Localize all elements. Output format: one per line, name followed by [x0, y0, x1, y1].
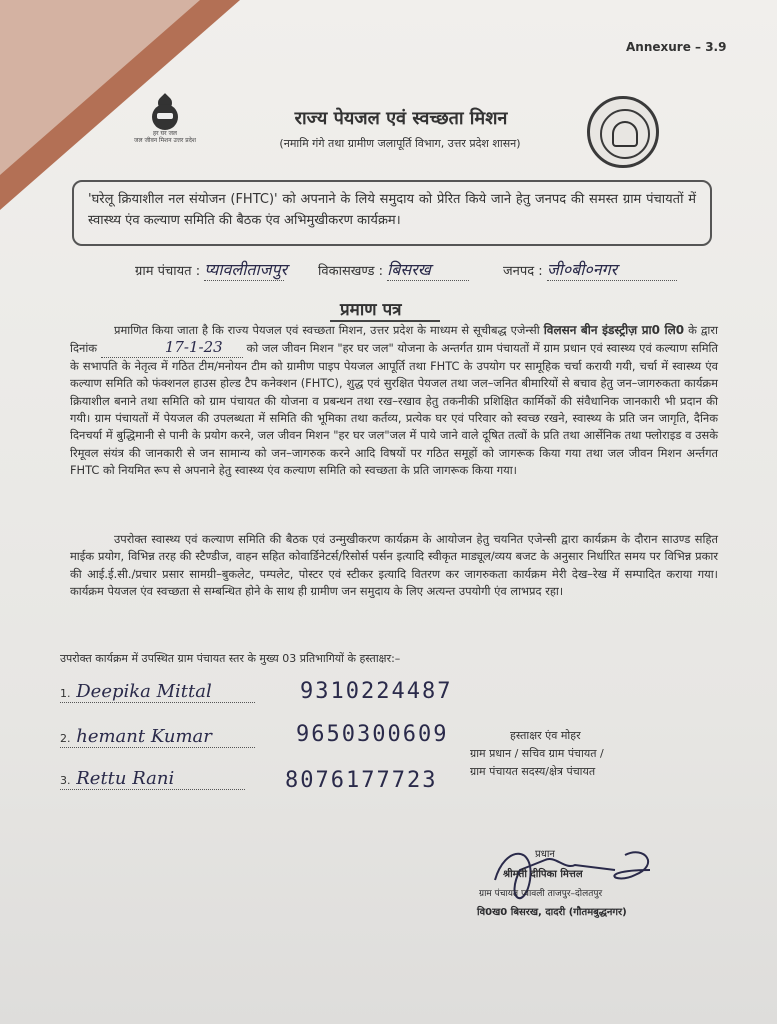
participant-2 — [60, 726, 255, 748]
gram-panchayat-field — [135, 258, 288, 281]
district-field — [503, 258, 677, 281]
participant-2-phone: 9650300609 — [296, 722, 449, 747]
programme-title-box: 'घरेलू क्रियाशील नल संयोजन (FHTC)' को अपनाने के लिये समुदाय को प्रेरित किये जाने हेतु जनपद की समस्त ग्राम पंचायतों में स्वास्थ्य एंव कल्याण समिति की बैठक एंव अभिमुखीकरण कार्यक्रम। — [72, 180, 712, 246]
participant-2-number: 2. — [60, 732, 71, 745]
certificate-heading: प्रमाण पत्र — [340, 300, 402, 320]
certificate-paragraph-1 — [70, 322, 718, 480]
participant-3-number: 3. — [60, 774, 71, 787]
page-subtitle: (नमामि गंगे तथा ग्रामीण जलापूर्ति विभाग, उत्तर प्रदेश शासन) — [279, 137, 521, 150]
participant-3-phone: 8076177723 — [285, 768, 438, 793]
date-value: 17-1-23 — [101, 339, 243, 357]
block-field — [318, 258, 469, 281]
participant-1-phone: 9310224487 — [300, 679, 453, 704]
agency-name: विलसन बीन इंडस्ट्रीज़ प्रा0 लि0 — [543, 323, 685, 337]
stamp-line-3: ग्राम पंचायत प्यावली ताजपुर–दोलतपुर — [479, 889, 603, 899]
participant-1-signature — [60, 681, 255, 703]
certificate-paragraph-2: उपरोक्त स्वास्थ्य एवं कल्याण समिति की बैठक एवं उन्मुखीकरण कार्यक्रम के आयोजन हेतु चयनित एजेन्सी द्वारा कार्यक्रम के दौरान साउण्ड सहित माईक प्रयोग, विभिन्न तरह की स्टैण्डीज, वाहन सहित कोवार्डिनेटर्स/रिसोर्स पर्सन इत्यादि स्वीकृत माड्यूल/व्यय बजट के अनुसार निर्धारित समय पर विभिन्न प्रकार की आई.ई.सी./प्रचार प्रसार सामग्री–बुकलेट, पम्पलेट, पोस्टर एवं स्टीकर इत्यादि वितरण कर जागरुकता कार्यक्रम मेरी देख–रेख में सम्पादित कराया गया। कार्यक्रम पेयजल एंव स्वच्छता से सम्बन्धित होने के साथ ही ग्रामीण जन समुदाय के लिए अत्यन्त उपयोगी एंव लाभप्रद रहा। — [70, 532, 718, 599]
participant-2-name: hemant Kumar — [76, 726, 212, 747]
participant-3 — [60, 768, 245, 790]
participant-1-name: Deepika Mittal — [76, 681, 212, 702]
para1-lead: प्रमाणित किया जाता है कि राज्य पेयजल एवं स्वच्छता मिशन, उत्तर प्रदेश के माध्यम से सूचीबद्ध एजेन्सी — [114, 323, 540, 337]
para1-rest: को जल जीवन मिशन "हर घर जल" योजना के अन्तर्गत ग्राम पंचायतों में ग्राम प्रधान एवं स्वास्थ्य एवं कल्याण समिति के सभापति के नेतृत्व में गठित टीम/मनोयन टीम को ग्रामीण पाइप पेयजल आपूर्ति तथा FHTC के उपयोग पर सामूहिक चर्चा करायी गयी, चर्चा में स्वास्थ्य एंव कल्याण समिति को फंक्शनल हाउस होल्ड टैप कनेक्शन (FHTC), शुद्ध एवं सुरक्षित पेयजल तथा जल–जनित बीमारियों से बचाव हेतु जन–जागरुकता कार्यक्रम क्रियाशील बनाने तथा समिति को ग्राम पंचायत की योजना व प्रबन्धन तथा रख–रखाव हेतु तकनीकी प्रशिक्षित कार्मिकों की संवैधानिक जानकारी भी प्रदान की गयी। ग्राम पंचायतों में पेयजल की उपलब्धता में समिति की भूमिका तथा कर्तव्य, प्रत्येक घर एवं परिवार को स्वच्छ रखने, स्वास्थ्य के प्रति जन जागृति, दैनिक दिनचर्या में बुद्धिमानी से पानी के प्रयोग करने, जल जीवन मिशन "हर घर जल"जल में पाये जाने वाले दूषित तत्वों के प्रति तथा आर्सेनिक तथा फ्लोराइड व उसके रिमूवल संयंत्र की जानकारी से जन सामान्य को जन–जागरुक करने आदि विषयों पर गठित समूहों को जागरूक किया गया तथा जल जीवन मिशन अर्न्तगत FHTC को नियमित रूप से अपनाने हेतु स्वास्थ्य एंव कल्याण समिति को स्वच्छता के प्रति जागरूक किया गया। — [70, 341, 719, 478]
participant-3-signature — [60, 768, 245, 790]
annexure-label: Annexure – 3.9 — [626, 40, 727, 54]
pradhan-stamp — [475, 840, 665, 926]
block-label: विकासखण्ड : — [318, 264, 384, 279]
sign-block-line-2: ग्राम पंचायत सदस्य/क्षेत्र पंचायत — [470, 765, 596, 778]
water-drop-icon — [150, 96, 180, 130]
date-label: के द्वारा दिनांक — [70, 323, 718, 356]
sign-block-line-1: ग्राम प्रधान / सचिव ग्राम पंचायत / — [470, 747, 604, 760]
block-value: बिसरख — [387, 258, 469, 281]
stamp-line-1: प्रधान — [535, 849, 555, 860]
folded-corner-highlight — [0, 0, 200, 175]
participant-2-signature — [60, 726, 255, 748]
stamp-line-4: वि0ख0 बिसरख, दादरी (गौतमबुद्धनगर) — [477, 907, 627, 918]
logo-subtext: जल जीवन मिशन उत्तर प्रदेश — [134, 137, 196, 144]
gram-panchayat-value: प्यावलीताजपुर — [204, 260, 288, 279]
government-seal-icon — [587, 96, 659, 168]
sign-block-title: हस्ताक्षर एंव मोहर — [510, 729, 581, 742]
participant-1 — [60, 681, 255, 703]
district-value: जी०बी०नगर — [547, 258, 677, 281]
signatures-label: उपरोक्त कार्यक्रम में उपस्थित ग्राम पंचायत स्तर के मुख्य 03 प्रतिभागियों के हस्ताक्षर:– — [60, 652, 401, 665]
participant-1-number: 1. — [60, 687, 71, 700]
stamp-line-2: श्रीमती दीपिका मित्तल — [503, 869, 583, 880]
page-title: राज्य पेयजल एवं स्वच्छता मिशन — [294, 108, 508, 129]
participant-3-name: Rettu Rani — [76, 768, 175, 789]
har-ghar-jal-logo — [130, 96, 200, 144]
district-label: जनपद : — [503, 264, 543, 279]
gram-panchayat-label: ग्राम पंचायत : — [135, 264, 201, 279]
logo-text: हर घर जल — [153, 130, 177, 137]
